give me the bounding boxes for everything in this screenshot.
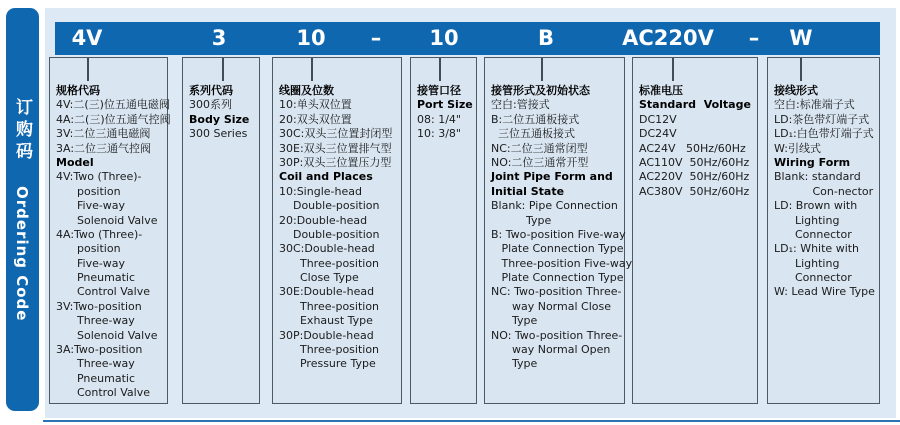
- code-segment-coil: 10: [296, 25, 326, 50]
- code-description-line: B: Two-position Five-way: [491, 227, 626, 241]
- code-description-line: DC24V: [639, 127, 677, 141]
- code-description-line: 4V:Two (Three)-: [56, 170, 142, 184]
- code-description-line: 30E:双头三位置排气型: [279, 141, 392, 155]
- connector-line-body-size: [222, 58, 224, 81]
- code-description-line: Body Size: [189, 112, 250, 126]
- sidebar-title-english: Ordering Code: [13, 185, 31, 322]
- code-description-line: 系列代码: [189, 84, 233, 97]
- ordering-code-sidebar: [6, 8, 39, 411]
- code-description-line: Con-nector: [774, 184, 874, 198]
- code-description-line: Five-way: [56, 256, 126, 270]
- code-description-line: 3V:Two-position: [56, 299, 142, 313]
- code-description-line: 4A:Two (Three)-: [56, 227, 143, 241]
- code-description-line: Three-position: [279, 256, 380, 270]
- code-description-line: Initial State: [491, 184, 565, 198]
- code-description-line: Coil and Places: [279, 170, 373, 184]
- code-description-line: Solenoid Valve: [56, 328, 158, 342]
- connector-line-port-size: [439, 58, 441, 81]
- column-voltage-lines: [639, 84, 756, 199]
- code-description-line: B:二位五通板接式: [491, 112, 580, 126]
- code-description-line: 30E:Double-head: [279, 285, 375, 299]
- code-description-line: 线圈及位数: [279, 84, 334, 97]
- code-description-line: Lighting: [774, 213, 840, 227]
- code-description-line: Wiring Form: [774, 155, 851, 169]
- code-description-line: 3A:Two-position: [56, 343, 143, 357]
- code-description-line: 20:双头双位置: [279, 112, 352, 126]
- code-description-line: Three-way: [56, 314, 135, 328]
- code-description-line: Three-position: [279, 299, 380, 313]
- code-description-line: Connector: [774, 227, 852, 241]
- code-description-line: way Normal Close: [491, 299, 611, 313]
- code-description-line: 08: 1/4": [417, 112, 461, 126]
- column-port-size: [410, 57, 477, 404]
- code-description-line: 三位五通板接式: [491, 127, 575, 141]
- code-description-line: W: Lead Wire Type: [774, 285, 875, 299]
- code-description-line: Three-position Five-way: [491, 256, 633, 270]
- code-segment-port-size: 10: [429, 25, 459, 50]
- code-segment-voltage: AC220V: [622, 25, 714, 50]
- code-description-line: Three-position: [279, 343, 380, 357]
- code-description-line: 接管形式及初始状态: [491, 84, 590, 97]
- code-description-line: Control Valve: [56, 386, 150, 400]
- connector-line-model: [87, 58, 89, 81]
- code-dash-2: –: [748, 25, 760, 50]
- column-model: [49, 57, 171, 404]
- column-port-size-lines: [417, 84, 475, 142]
- code-description-line: Plate Connection Type: [491, 271, 624, 285]
- code-description-line: 30C:双头三位置封闭型: [279, 127, 393, 141]
- code-description-line: 标准电压: [639, 84, 683, 97]
- code-description-line: Blank: standard: [774, 170, 861, 184]
- code-description-line: LD:茶色带灯端子式: [774, 112, 870, 126]
- code-description-line: Port Size: [417, 98, 473, 112]
- code-description-line: position: [56, 242, 121, 256]
- code-description-line: AC110V 50Hz/60Hz: [639, 155, 750, 169]
- code-description-line: 接管口径: [417, 84, 461, 97]
- code-description-line: Close Type: [279, 271, 359, 285]
- code-description-line: position: [56, 184, 121, 198]
- code-description-line: Joint Pipe Form and: [491, 170, 613, 184]
- code-description-line: 4A:二(三)位五通气控阀: [56, 112, 171, 126]
- code-description-line: 30C:Double-head: [279, 242, 375, 256]
- sidebar-vertical-text: [10, 98, 35, 321]
- code-description-line: NC:二位三通常闭型: [491, 141, 588, 155]
- column-model-lines: [56, 84, 171, 401]
- column-body-size: [182, 57, 260, 404]
- code-segment-series: 3: [211, 25, 227, 50]
- code-description-line: 30P:Double-head: [279, 328, 374, 342]
- column-joint-lines: [491, 84, 633, 372]
- code-description-line: 30P:双头三位置压力型: [279, 155, 392, 169]
- code-dash-1: –: [370, 25, 382, 50]
- code-description-line: 20:Double-head: [279, 213, 368, 227]
- code-description-line: 空白:管接式: [491, 98, 550, 112]
- code-description-line: 300系列: [189, 98, 232, 112]
- code-description-line: Pneumatic: [56, 371, 136, 385]
- code-segment-wiring: W: [789, 25, 813, 50]
- code-description-line: 接线形式: [774, 84, 818, 97]
- column-coil-lines: [279, 84, 400, 372]
- code-description-line: NC: Two-position Three-: [491, 285, 622, 299]
- code-description-line: Lighting: [774, 256, 840, 270]
- code-description-line: LD₁: White with: [774, 242, 860, 256]
- column-wiring-form: [767, 57, 880, 404]
- code-description-line: NO: Two-position Three-: [491, 328, 623, 342]
- sidebar-title-chinese: 订购码: [12, 97, 32, 164]
- connector-line-joint: [541, 58, 543, 81]
- code-description-line: Standard Voltage: [639, 98, 751, 112]
- code-description-line: Blank: Pipe Connection: [491, 199, 618, 213]
- code-description-line: LD: Brown with: [774, 199, 858, 213]
- code-description-line: LD₁:白色带灯端子式: [774, 127, 874, 141]
- code-description-line: Pressure Type: [279, 357, 376, 371]
- column-body-size-lines: [189, 84, 258, 142]
- column-wiring-lines: [774, 84, 878, 300]
- code-description-line: Control Valve: [56, 285, 150, 299]
- code-description-line: 10:单头双位置: [279, 98, 352, 112]
- code-description-line: Three-way: [56, 357, 135, 371]
- code-segment-model: 4V: [71, 25, 103, 50]
- code-description-line: 3A:二位三通气控阀: [56, 141, 152, 155]
- connector-line-coil: [311, 58, 313, 81]
- code-description-line: AC380V 50Hz/60Hz: [639, 184, 750, 198]
- code-description-line: Type: [491, 314, 538, 328]
- code-description-line: Pneumatic: [56, 271, 136, 285]
- code-description-line: 4V:二(三)位五通电磁阀: [56, 98, 170, 112]
- code-description-line: Double-position: [279, 199, 380, 213]
- code-description-line: Connector: [774, 271, 852, 285]
- code-description-line: 规格代码: [56, 84, 100, 97]
- connector-line-wiring: [800, 58, 802, 81]
- code-description-line: Exhaust Type: [279, 314, 373, 328]
- code-description-line: DC12V: [639, 112, 677, 126]
- code-description-line: AC220V 50Hz/60Hz: [639, 170, 750, 184]
- code-description-line: Solenoid Valve: [56, 213, 158, 227]
- code-description-line: AC24V 50Hz/60Hz: [639, 141, 746, 155]
- code-description-line: 10: 3/8": [417, 127, 461, 141]
- code-description-line: Double-position: [279, 227, 380, 241]
- code-description-line: 10:Single-head: [279, 184, 362, 198]
- column-joint-pipe-form: [484, 57, 633, 404]
- code-description-line: NO:二位三通常开型: [491, 155, 589, 169]
- code-description-line: way Normal Open: [491, 343, 611, 357]
- ordering-code-bar: [55, 22, 880, 55]
- code-description-line: W:引线式: [774, 141, 821, 155]
- code-description-line: Plate Connection Type: [491, 242, 624, 256]
- code-description-line: Model: [56, 155, 94, 169]
- code-description-line: 300 Series: [189, 127, 248, 141]
- column-coil-and-places: [272, 57, 402, 404]
- code-description-line: Type: [491, 357, 538, 371]
- code-description-line: Type: [491, 213, 552, 227]
- column-standard-voltage: [632, 57, 758, 404]
- page-bottom-rule: [43, 420, 900, 422]
- code-description-line: Five-way: [56, 199, 126, 213]
- code-description-line: 3V:二位三通电磁阀: [56, 127, 151, 141]
- connector-line-voltage: [672, 58, 674, 81]
- code-segment-joint: B: [537, 25, 555, 50]
- code-description-line: 空白:标准端子式: [774, 98, 855, 112]
